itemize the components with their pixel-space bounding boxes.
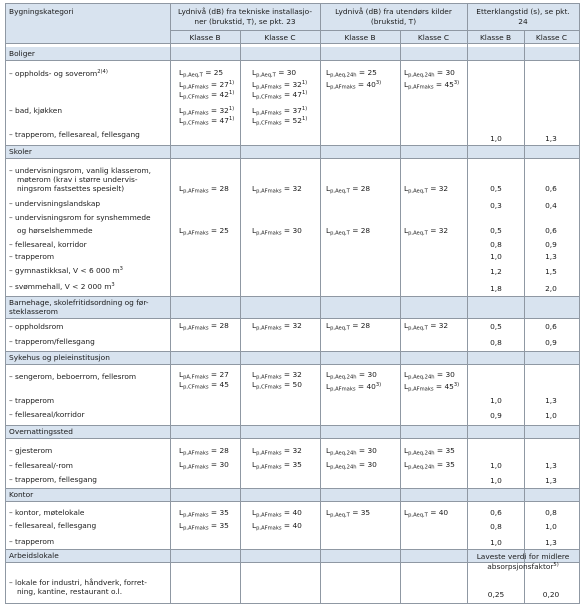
level-sykehus-outdoor-b-afmaks: $L_{p,AFmaks} = 40^{3)}$ — [326, 382, 382, 393]
section-overnatting: Overnattingssted — [9, 427, 73, 436]
rule-skoler — [5, 158, 580, 159]
rule-boliger — [5, 60, 580, 61]
reverb-skole-5-b: 1,0 — [490, 252, 502, 261]
header-klasse-b-1: Klasse B — [189, 33, 221, 42]
header-klasse-b-3: Klasse B — [479, 33, 512, 42]
section-kontor: Kontor — [9, 490, 34, 499]
rule-skoler-top — [5, 145, 580, 146]
section-barnehage-line1: Barnehage, skolefritidsordning og før- — [9, 298, 149, 307]
rule-col1 — [170, 3, 171, 604]
level-kontor-outdoor-b: $L_{p,Aeq,T} = 35$ — [326, 508, 371, 519]
level-bolig-bad-c-afmaks: $L_{p,AFmaks} = 37^{1)}$ — [252, 106, 308, 117]
level-overnatting-gjest-outdoor-c: $L_{p,Aeq,24h} = 35$ — [404, 446, 455, 457]
rule-col2 — [240, 30, 241, 604]
section-band-boliger — [6, 47, 579, 60]
row-label-oppholdsrom: – oppholdsrom — [9, 322, 64, 331]
reverb-skole-3-c: 0,6 — [545, 226, 557, 235]
row-label-bad-kjokken: – bad, kjøkken — [9, 106, 63, 115]
level-bolig-outdoor-b-afmaks: $L_{p,AFmaks} = 40^{3)}$ — [326, 80, 382, 91]
reverb-skole-1-b: 0,5 — [490, 184, 502, 193]
section-barnehage-line2: steklasserom — [9, 307, 59, 316]
row-label-fellesareal-korridor: – fellesareal, korridor — [9, 240, 87, 249]
level-sykehus-outdoor-c-aeq: $L_{p,Aeq,24h} = 30$ — [404, 370, 455, 381]
level-bolig-opphold-c-cfmaks: $L_{p,CFmaks} = 47^{1)}$ — [252, 90, 308, 101]
reverb-bolig-trapp-c: 1,3 — [545, 134, 557, 143]
section-sykehus: Sykehus og pleieinstitusjon — [9, 353, 110, 362]
level-kontor-c: $L_{p,AFmaks} = 40$ — [252, 508, 302, 519]
level-bolig-opphold-b-afmaks: $L_{p,AFmaks} = 27^{1)}$ — [179, 80, 235, 91]
row-label-sykehus-fellesareal: – fellesareal/korridor — [9, 410, 85, 419]
reverb-skole-1-c: 0,6 — [545, 184, 557, 193]
reverb-kontor-1-b: 0,6 — [490, 508, 502, 517]
header-klasse-c-3: Klasse C — [535, 33, 568, 42]
level-sykehus-outdoor-b-aeq: $L_{p,Aeq,24h} = 30$ — [326, 370, 377, 381]
rule-sykehus-top — [5, 351, 580, 352]
level-kontor-outdoor-c: $L_{p,Aeq,T} = 40$ — [404, 508, 449, 519]
rule-col6 — [524, 30, 525, 604]
rule-barnehage — [5, 318, 580, 319]
level-sykehus-b-cfmaks: $L_{p,CFmaks} = 45$ — [179, 380, 229, 391]
reverb-kontor-2-b: 0,8 — [490, 522, 502, 531]
level-overnatting-felles-c: $L_{p,AFmaks} = 35$ — [252, 460, 302, 471]
level-bolig-outdoor-c-afmaks: $L_{p,AFmaks} = 45^{3)}$ — [404, 80, 460, 91]
level-bolig-opphold-b-aeq: $L_{p,Aeq,T} = 25$ — [179, 68, 224, 79]
level-skole-syn-outdoor-b: $L_{p,Aeq,T} = 28$ — [326, 226, 371, 237]
reverb-kontor-1-c: 0,8 — [545, 508, 557, 517]
level-sykehus-outdoor-c-afmaks: $L_{p,AFmaks} = 45^{3)}$ — [404, 382, 460, 393]
level-sykehus-c-cfmaks: $L_{p,CFmaks} = 50$ — [252, 380, 302, 391]
section-band-skoler — [6, 145, 579, 158]
reverb-kontor-2-c: 1,0 — [545, 522, 557, 531]
level-bolig-outdoor-b-aeq: $L_{p,Aeq,24h} = 25$ — [326, 68, 377, 79]
row-label-overnatting-fellesareal: – fellesareal/-rom — [9, 461, 73, 470]
reverb-skole-7-b: 1,8 — [490, 284, 502, 293]
level-kontor-b: $L_{p,AFmaks} = 35$ — [179, 508, 229, 519]
reverb-overnatting-1-c: 1,3 — [545, 461, 557, 470]
header-technical-line1: Lydnivå (dB) fra tekniske installasjo- — [178, 7, 312, 16]
level-barnehage-outdoor-c: $L_{p,Aeq,T} = 32$ — [404, 321, 449, 332]
level-bolig-opphold-c-afmaks: $L_{p,AFmaks} = 32^{1)}$ — [252, 80, 308, 91]
reverb-barnehage-2-c: 0,9 — [545, 338, 557, 347]
level-kontor-felles-b: $L_{p,AFmaks} = 35$ — [179, 521, 229, 532]
level-overnatting-gjest-b: $L_{p,AFmaks} = 28$ — [179, 446, 229, 457]
level-bolig-bad-c-cfmaks: $L_{p,CFmaks} = 52^{1)}$ — [252, 116, 308, 127]
reverb-kontor-3-c: 1,3 — [545, 538, 557, 547]
section-boliger: Boliger — [9, 49, 35, 58]
reverb-skole-3-b: 0,5 — [490, 226, 502, 235]
row-label-undervisningsrom-line1: – undervisningsrom, vanlig klasserom, — [9, 166, 152, 175]
rule-kontor — [5, 501, 580, 502]
row-label-barnehage-trapperom: – trapperom/fellesgang — [9, 337, 95, 346]
header-klasse-c-2: Klasse C — [417, 33, 450, 42]
reverb-skole-6-b: 1,2 — [490, 267, 502, 276]
row-label-kontor-motelokale: – kontor, møtelokale — [9, 508, 85, 517]
level-overnatting-felles-b: $L_{p,AFmaks} = 30$ — [179, 460, 229, 471]
level-overnatting-gjest-c: $L_{p,AFmaks} = 32$ — [252, 446, 302, 457]
reverb-skole-2-b: 0,3 — [490, 201, 502, 210]
level-bolig-opphold-c-aeq: $L_{p,Aeq,T} = 30$ — [252, 68, 297, 79]
level-skole-undv-outdoor-b: $L_{p,Aeq,T} = 28$ — [326, 184, 371, 195]
header-klasse-c-1: Klasse C — [264, 33, 296, 42]
reverb-barnehage-1-c: 0,6 — [545, 322, 557, 331]
rule-bottom — [5, 603, 580, 604]
reverb-skole-6-c: 1,5 — [545, 267, 557, 276]
row-label-boliger-trapperom: – trapperom, fellesareal, fellesgang — [9, 130, 140, 139]
row-label-undervisningslandskap: – undervisningslandskap — [9, 199, 101, 208]
level-skole-undv-b: $L_{p,AFmaks} = 28$ — [179, 184, 229, 195]
row-label-sengerom: – sengerom, beboerrom, fellesrom — [9, 372, 137, 381]
level-kontor-felles-c: $L_{p,AFmaks} = 40$ — [252, 521, 302, 532]
level-skole-undv-outdoor-c: $L_{p,Aeq,T} = 32$ — [404, 184, 449, 195]
row-label-gymnastikksal: – gymnastikksal, V < 6 000 $m^3$ — [9, 266, 123, 275]
header-category: Bygningskategori — [9, 7, 74, 16]
reverb-skole-4-b: 0,8 — [490, 240, 502, 249]
reverb-bolig-trapp-b: 1,0 — [490, 134, 502, 143]
row-label-kontor-trapperom: – trapperom — [9, 537, 55, 546]
row-label-lokale-industri-line1: – lokale for industri, håndverk, forret- — [9, 578, 147, 587]
rule-kontor-top — [5, 488, 580, 489]
reverb-barnehage-1-b: 0,5 — [490, 322, 502, 331]
level-sykehus-b-afmaks: $L_{pA,Fmaks} = 27$ — [179, 370, 229, 381]
level-barnehage-c: $L_{p,AFmaks} = 32$ — [252, 321, 302, 332]
section-band-overnatting — [6, 425, 579, 438]
reverb-arbeid-c: 0,20 — [542, 590, 560, 599]
reverb-sykehus-1-c: 1,3 — [545, 396, 557, 405]
reverb-skole-2-c: 0,4 — [545, 201, 557, 210]
rule-overnatting — [5, 438, 580, 439]
rule-col3 — [320, 3, 321, 604]
row-label-lokale-industri-line2: ning, kantine, restaurant o.l. — [17, 587, 123, 596]
header-outdoor-line1: Lydnivå (dB) fra utendørs kilder — [335, 7, 452, 16]
level-barnehage-outdoor-b: $L_{p,Aeq,T} = 28$ — [326, 321, 371, 332]
level-skole-undv-c: $L_{p,AFmaks} = 32$ — [252, 184, 302, 195]
level-overnatting-felles-outdoor-b: $L_{p,Aeq,24h} = 30$ — [326, 460, 377, 471]
absorption-note-line2: absorpsjonsfaktor$^{5)}$ — [487, 562, 559, 571]
reverb-kontor-3-b: 1,0 — [490, 538, 502, 547]
level-bolig-bad-b-cfmaks: $L_{p,CFmaks} = 47^{1)}$ — [179, 116, 235, 127]
row-label-kontor-fellesareal: – fellesareal, fellesgang — [9, 521, 97, 530]
reverb-barnehage-2-b: 0,8 — [490, 338, 502, 347]
row-label-skoler-trapperom: – trapperom — [9, 252, 55, 261]
rule-top — [5, 3, 580, 4]
reverb-skole-7-c: 2,0 — [545, 284, 557, 293]
level-sykehus-c-afmaks: $L_{p,AFmaks} = 32$ — [252, 370, 302, 381]
header-klasse-b-2: Klasse B — [344, 33, 376, 42]
section-arbeid: Arbeidslokale — [9, 551, 59, 560]
level-overnatting-felles-outdoor-c: $L_{p,Aeq,24h} = 35$ — [404, 460, 455, 471]
section-skoler: Skoler — [9, 147, 32, 156]
level-bolig-outdoor-c-aeq: $L_{p,Aeq,24h} = 30$ — [404, 68, 455, 79]
reverb-sykehus-1-b: 1,0 — [490, 396, 502, 405]
level-skole-syn-outdoor-c: $L_{p,Aeq,T} = 32$ — [404, 226, 449, 237]
reverb-sykehus-2-c: 1,0 — [545, 411, 557, 420]
rule-header-bottom — [5, 43, 580, 44]
reverb-overnatting-2-b: 1,0 — [490, 476, 502, 485]
header-reverb-line1: Etterklangstid (s), se pkt. — [476, 7, 570, 16]
rule-left — [5, 3, 6, 604]
reverb-overnatting-2-c: 1,3 — [545, 476, 557, 485]
level-bolig-opphold-b-cfmaks: $L_{p,CFmaks} = 42^{1)}$ — [179, 90, 235, 101]
row-label-overnatting-trapperom: – trapperom, fellesgang — [9, 475, 97, 484]
rule-subheader — [170, 30, 580, 31]
reverb-skole-5-c: 1,3 — [545, 252, 557, 261]
row-label-synshemmede-line1: – undervisningsrom for synshemmede — [9, 213, 151, 222]
reverb-sykehus-2-b: 0,9 — [490, 411, 502, 420]
rule-sykehus — [5, 364, 580, 365]
row-label-svommehall: – svømmehall, V < 2 000 $m^3$ — [9, 282, 115, 291]
rule-overnatting-top — [5, 425, 580, 426]
row-label-gjesterom: – gjesterom — [9, 446, 53, 455]
reverb-arbeid-b: 0,25 — [487, 590, 505, 599]
row-label-oppholds-soverom: – oppholds- og soverom$^{2)4)}$ — [9, 69, 108, 78]
level-skole-syn-c: $L_{p,AFmaks} = 30$ — [252, 226, 302, 237]
header-outdoor-line2: (brukstid, T) — [370, 17, 417, 26]
level-bolig-bad-b-afmaks: $L_{p,AFmaks} = 32^{1)}$ — [179, 106, 235, 117]
level-skole-syn-b: $L_{p,AFmaks} = 25$ — [179, 226, 229, 237]
row-label-undervisningsrom-line3: ningsrom fastsettes spesielt) — [17, 184, 125, 193]
level-overnatting-gjest-outdoor-b: $L_{p,Aeq,24h} = 30$ — [326, 446, 377, 457]
row-label-undervisningsrom-line2: møterom (krav i større undervis- — [17, 175, 138, 184]
rule-barnehage-top — [5, 296, 580, 297]
absorption-note-line1: Laveste verdi for midlere — [476, 552, 570, 561]
row-label-synshemmede-line2: og hørselshemmede — [17, 226, 93, 235]
reverb-overnatting-1-b: 1,0 — [490, 461, 502, 470]
rule-col4 — [400, 30, 401, 604]
header-reverb-line2: 24 — [518, 17, 528, 26]
rule-arbeid-top — [5, 549, 580, 550]
level-barnehage-b: $L_{p,AFmaks} = 28$ — [179, 321, 229, 332]
header-technical-line2: ner (brukstid, T), se pkt. 23 — [194, 17, 296, 26]
reverb-skole-4-c: 0,9 — [545, 240, 557, 249]
section-band-kontor — [6, 488, 579, 501]
row-label-sykehus-trapperom: – trapperom — [9, 396, 55, 405]
